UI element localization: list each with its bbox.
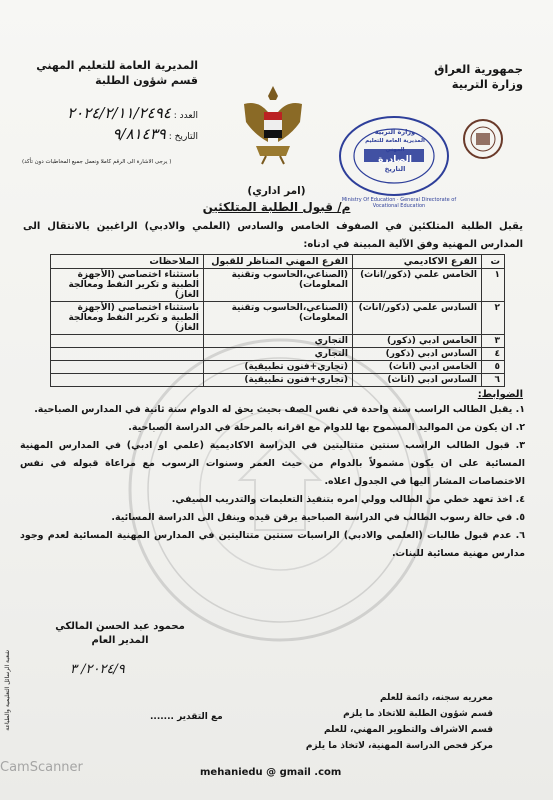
cell-branch: الخامس ادبي (اناث) xyxy=(353,361,482,374)
ref-value: ٢٠٢٤/٢/١١/٢٤٩٤ xyxy=(67,104,171,122)
rule-item: ٤. اخذ تعهد خطي من الطالب وولي امره بتنفيذ التعليمات والتدريب الصيفي. xyxy=(171,494,525,505)
cell-vocational: (الصناعي،الحاسوب وتقنية المعلومات) xyxy=(204,302,353,335)
rule-item: ٥. في حالة رسوب الطالب في الدراسة الصباحية يرقن قيده وينقل الى الدراسة المسائية. xyxy=(111,512,525,523)
col-header-vocational: الفرع المهني المناظر للقبول xyxy=(204,255,353,269)
col-header-index: ت xyxy=(482,255,505,269)
rule-item: ٢. ان يكون من المواليد المسموح بها للدوام مع اقرانه بالمرحلة في الدراسة الصباحية. xyxy=(128,422,525,433)
cell-index: ١ xyxy=(482,269,505,302)
intro-paragraph: يقبل الطلبة المتلكئين في الصفوف الخامس والسادس (العلمي والادبي) الراغبين بالانتقال الى المدارس المهنية وفق الآلية المبينة في ادناه: xyxy=(23,221,523,250)
department-name: قسم شؤون الطلبة xyxy=(95,74,198,87)
table-header-row xyxy=(51,255,505,269)
stamp-line1: وزارة التربية xyxy=(374,128,416,136)
col-header-notes: الملاحظات xyxy=(51,255,204,269)
cell-notes: باستثناء اختصاصي (الأجهزة الطبية و تكرير النفط ومعالجة الغاز) xyxy=(51,302,204,335)
date-label: التاريخ : xyxy=(168,132,198,142)
distribution-item: معرريه سجنه، دائمة للعلم xyxy=(380,693,493,703)
cell-branch: الخامس ادبي (ذكور) xyxy=(353,335,482,348)
cell-index: ٥ xyxy=(482,361,505,374)
table-row xyxy=(51,302,505,335)
distribution-list xyxy=(243,690,493,754)
table-row xyxy=(51,269,505,302)
cell-notes: باستثناء اختصاصي (الأجهزة الطبية و تكرير النفط ومعالجة الغاز) xyxy=(51,269,204,302)
cell-index: ٤ xyxy=(482,348,505,361)
cell-vocational: التجاري xyxy=(204,335,353,348)
cell-index: ٢ xyxy=(482,302,505,335)
date-line xyxy=(28,127,198,144)
country-name: جمهورية العراق xyxy=(434,62,523,76)
cell-branch: الخامس علمي (ذكور/اناث) xyxy=(353,269,482,302)
side-print-text: شعبة الرسائل التعليمية والطباعة xyxy=(4,650,11,731)
directorate-name: المديرية العامة للتعليم المهني xyxy=(36,59,198,72)
signer-name: محمود عبد الحسن المالكي xyxy=(55,621,185,632)
table-row xyxy=(51,348,505,361)
distribution-item: مركز فحص الدراسة المهنية، لاتخاذ ما يلزم xyxy=(305,741,493,751)
rules-list xyxy=(20,401,525,563)
scanner-watermark: CamScanner xyxy=(0,760,83,775)
col-header-branch: الفرع الاكاديمي xyxy=(353,255,482,269)
signature-date: ٢٠٢٤/٩/ ٣ xyxy=(70,662,125,677)
rule-item: ١. يقبل الطالب الراسب سنة واحدة في نفس الصف بحيث يحق له الدوام سنة ثانية في المدارس الصباحية. xyxy=(34,404,525,415)
stamp-line3: الصادرة xyxy=(378,155,412,165)
ministry-name: وزارة التربية xyxy=(451,77,523,91)
ref-line xyxy=(28,106,198,123)
cell-notes xyxy=(51,335,204,348)
rules-title: الضوابط: xyxy=(477,389,523,400)
contact-email: mehaniedu @ gmail .com xyxy=(200,767,342,778)
cell-notes xyxy=(51,348,204,361)
subject-line: م/ قبول الطلبة المتلكئين xyxy=(202,200,351,214)
cell-notes xyxy=(51,374,204,387)
date-value: ٩/٨١٤٣٩ xyxy=(112,125,166,143)
table-row xyxy=(51,361,505,374)
table-row xyxy=(51,374,505,387)
cell-branch: السادس ادبي (اناث) xyxy=(353,374,482,387)
cell-vocational: (تجاري+فنون تطبيقية) xyxy=(204,361,353,374)
signature-block xyxy=(50,620,190,648)
cell-index: ٦ xyxy=(482,374,505,387)
cell-branch: السادس ادبي (ذكور) xyxy=(353,348,482,361)
rule-item: ٦. عدم قبول طالبات (العلمي والادبي) الراسبات سنتين متتاليتين في المدارس المهنية المسائية لعدم وجود مدارس مهنية مسائية للبنات. xyxy=(20,530,525,559)
reference-block xyxy=(28,106,198,144)
ref-label: العدد : xyxy=(173,111,198,121)
stamp-text xyxy=(355,128,435,174)
stamp-line4: التاريخ xyxy=(384,165,406,173)
table-row xyxy=(51,335,505,348)
stamp-line2: المديرية العامة للتعليم المهني xyxy=(365,138,425,153)
admission-table xyxy=(50,254,505,387)
rule-item: ٣. قبول الطالب الراسب سنتين متتاليتين في الدراسة الاكاديمية (علمي او ادبي) في المدارس المهنية المسائية على ان يكون مشمولاً بالدوام من حيث العمر وسنوات الرسوب مع مراعاة قبوله في نفس الاختصاصات المشار اليها في الجدول اعلاه. xyxy=(20,440,525,487)
distribution-item: قسم شؤون الطلبة للاتخاذ ما يلزم xyxy=(343,709,493,719)
order-type: (امر اداري) xyxy=(247,185,306,197)
cell-branch: السادس علمي (ذكور/اناث) xyxy=(353,302,482,335)
reference-note: ( يرجى الاشارة الى الرقم كاملا ونعمل جميع المخاطبات دون تأكد) xyxy=(22,159,172,165)
cell-vocational: (الصناعي،الحاسوب وتقنية المعلومات) xyxy=(204,269,353,302)
stamp-ring-text: Ministry Of Education · General Directorate of Vocational Education xyxy=(341,197,457,209)
regards-line: مع التقدير ....... xyxy=(150,712,223,722)
cell-vocational: (تجاري+فنون تطبيقية) xyxy=(204,374,353,387)
cell-notes xyxy=(51,361,204,374)
cell-index: ٣ xyxy=(482,335,505,348)
header-left xyxy=(28,58,198,88)
cell-vocational: التجاري xyxy=(204,348,353,361)
signer-title: المدير العام xyxy=(91,635,149,646)
vocational-seal xyxy=(462,115,504,163)
distribution-item: قسم الاشراف والتطوير المهني، للعلم xyxy=(323,725,493,735)
iraq-eagle-emblem xyxy=(240,82,306,168)
header-right xyxy=(434,62,523,92)
